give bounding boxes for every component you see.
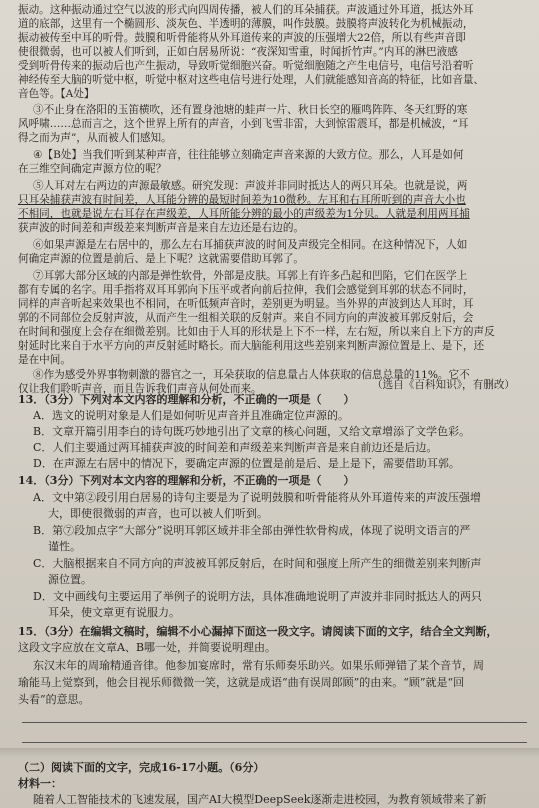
q15-passage-line3: 头看”的意思。	[18, 693, 90, 706]
article-line: 都有专属的名字。用手指将双耳耳郭向下压平或者向前后拉伸，我们会感觉到耳郭的状态不同时，	[18, 284, 474, 296]
article-line: 得之而为声”，从而被人们感知。	[18, 132, 172, 144]
paper-fold-shadow	[0, 748, 539, 758]
q14-option-b-line2: 谨性。	[48, 540, 81, 553]
question-15-stem-line1: 15．（3分）在编辑文稿时，编辑不小心漏掉下面这一段文字。请阅读下面的文字，结合全文判断，	[18, 625, 498, 638]
article-line: ⑤人耳对左右两边的声源最敏感。研究发现：声波并非同时抵达人的两只耳朵。也就是说，两	[33, 180, 468, 192]
article-line: 振动被传至中耳的听骨。鼓膜和听骨能将从外耳道传来的声波的压强增大22倍，所以有些声音即	[18, 32, 466, 44]
article-line: 音色等。【A处】	[18, 88, 95, 100]
article-line: 只耳朵捕获声波有时间差，人耳能分辨的最短时间差为10微秒。左耳和右耳所听到的声音大小也	[18, 194, 466, 206]
q15-passage-line2: 瑜能马上觉察到，他会目视乐师微微一笑，这就是成语“曲有误周郎顾”的由来。“顾”就是“回	[18, 676, 465, 689]
article-line: 是在中间。	[18, 354, 71, 366]
q13-option-a: A．选文的说明对象是人们是如何听见声音并且准确定位声源的。	[33, 409, 349, 422]
question-13-stem: 13．（3分）下列对本文内容的理解和分析，不正确的一项是（ ）	[18, 393, 355, 406]
q14-option-a-line2: 大，即使很微弱的声音，也可以被人们听到。	[48, 507, 268, 520]
article-line: 在三维空间确定声源方位的呢？	[18, 163, 167, 175]
answer-line-1[interactable]	[22, 722, 527, 723]
q14-option-c-line2: 源位置。	[48, 573, 92, 586]
article-line: 何确定声源的位置是前后、是上下呢？这就需要借助耳郭了。	[18, 253, 305, 265]
article-line: 道的底部，这里有一个椭圆形、淡灰色、半透明的薄膜，叫作鼓膜。鼓膜将声波转化为机械振动，	[18, 18, 474, 30]
q14-option-d-line2: 耳朵，使文章更有说服力。	[48, 606, 180, 619]
section-2-heading: （二）阅读下面的文字，完成16-17小题。（6分）	[18, 761, 265, 774]
q15-passage-line1: 东汉末年的周瑜精通音律。他参加宴席时，常有乐师奏乐助兴。如果乐师弹错了某个音节，周	[33, 659, 484, 672]
article-line: 受到听骨传来的振动后也产生振动，导致听觉细胞兴奋。听觉细胞随之产生电信号，电信号沿着听	[18, 60, 474, 72]
article-line: 仅让我们聆听声音，而且告诉我们声音从何处而来。	[18, 383, 262, 395]
material-label: 材料一：	[18, 777, 62, 790]
article-line: ③不止身在洛阳的玉笛横吹，还有置身池塘的蛙声一片、秋日长空的雁鸣阵阵、冬天红野的寒	[33, 104, 468, 116]
article-line: 不相同，也就是说左右耳存在声级差，人耳所能分辨的最小的声级差为1分贝。人就是利用两耳捕	[18, 208, 470, 220]
article-line: 同样的声音听起来效果也不相同，在听低频声音时，差别更为明显。当外界的声波到达人耳时，耳	[18, 298, 474, 310]
question-14-stem: 14．（3分）下列对本文内容的理解和分析，不正确的一项是（ ）	[18, 474, 355, 487]
material-first-line: 随着人工智能技术的飞速发展，国产AI大模型DeepSeek逐渐走进校园，为教育领域带来了新	[33, 793, 487, 806]
article-line: ⑦耳郭大部分区域的内部是弹性软骨，外部是皮肤。耳郭上有许多凸起和凹陷，它们在医学上	[33, 270, 468, 282]
article-line: 获声波的时间差和声级差来判断声音是来自左边还是右边的。	[18, 222, 305, 234]
article-line: ④【B处】当我们听到某种声音，往往能够立刻确定声音来源的大致方位。那么，人耳是如何	[33, 149, 464, 161]
article-line: 郭的不同部位会反射声波，从而产生一组相关联的反射声。来自不同方向的声波被耳郭反射后，会	[18, 312, 474, 324]
q14-option-a-line1: A．文中第②段引用白居易的诗句主要是为了说明鼓膜和听骨能将从外耳道传来的声波压强增	[33, 491, 481, 504]
article-line: 振动。这种振动通过空气以波的形式向四周传播，被人们的耳朵捕获。声波通过外耳道，抵达外耳	[18, 4, 474, 16]
article-line: 使很微弱，也可以被人们听到，正如白居易所说：“夜深知雪重，时闻折竹声。”内耳的淋巴液感	[18, 46, 458, 58]
article-line: 风呼啸……总而言之，这个世界上所有的声音，小到飞雪非雷，大到惊雷震耳，都是机械波，“耳	[18, 118, 469, 130]
article-source: （选自《百科知识》，有删改）	[372, 379, 516, 391]
q14-option-b-line1: B．第⑦段加点字“大部分”说明耳郭区域并非全部由弹性软骨构成，体现了说明文语言的严	[33, 524, 471, 537]
article-line: ⑧作为感受外界事物刺激的器官之一，耳朵获取的信息量占人体获取的信息总量的11%。它不	[33, 369, 470, 381]
q13-option-c: C．人们主要通过两耳捕获声波的时间差和声级差来判断声音是来自前边还是后边。	[33, 441, 438, 454]
article-line: 神经传至大脑的听觉中枢，听觉中枢对这些电信号进行处理，人们就能感知音高的特征，比如音量、	[18, 74, 485, 86]
article-line: 在时间和强度上会存在细微差别。比如由于人耳的形状是上下不一样，左右短，所以来自上下方的声反	[18, 326, 495, 338]
question-15-stem-line2: 这段文字应放在文章A、B哪一处，并简要说明理由。	[18, 641, 277, 654]
q14-option-c-line1: C．大脑根据来自不同方向的声波被耳郭反射后，在时间和强度上所产生的细微差别来判断声	[33, 557, 482, 570]
answer-line-2[interactable]	[22, 742, 527, 743]
q14-option-d-line1: D．文中画线句主要运用了举例子的说明方法，具体准确地说明了声波并非同时抵达人的两只	[33, 590, 482, 603]
article-line: 射延时比来自于水平方向的声反射延时略长。而大脑能利用这些差别来判断声源位置是上、是下，还	[18, 340, 485, 352]
article-line: ⑥如果声源是左右居中的，那么左右耳捕获声波的时间及声级完全相同。在这种情况下，人如	[33, 239, 468, 251]
q13-option-d: D．在声源左右居中的情况下，要确定声源的位置是前是后、是上是下，需要借助耳郭。	[33, 457, 460, 470]
q13-option-b: B．文章开篇引用李白的诗句既巧妙地引出了文章的核心问题，又给文章增添了文学色彩。	[33, 425, 471, 438]
